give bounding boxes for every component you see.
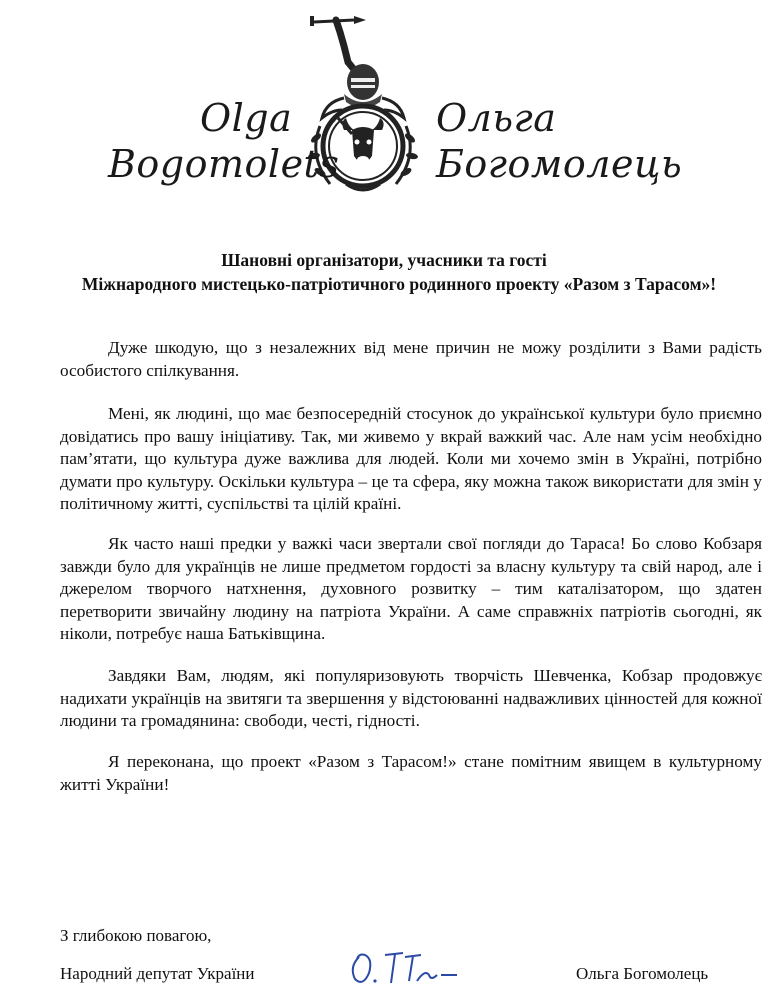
letterhead-last-name-latin: Bogomolets xyxy=(108,142,340,186)
signer-position: Народний депутат України xyxy=(60,964,255,983)
salutation-line-2: Міжнародного мистецько-патріотичного родинного проекту «Разом з Тарасом»! xyxy=(81,274,717,294)
letterhead-first-name-latin: Olga xyxy=(200,96,293,140)
paragraph: Мені, як людині, що має безпосередній стосунок до української культури було приємно довідатись про вашу ініціативу. Так, ми живемо у вкрай важкий час. Але нам усім необхідно пам’ятати, що культура дуже важлива для людей. Коли ми хочемо змін в Україні, потрібно думати про культуру. Оскільки культура – це та сфера, яку можна також використати для змін у політичному житті, суспільстві та цілій країні. xyxy=(60,404,762,514)
handwritten-signature-icon xyxy=(345,945,465,989)
closing-regards: З глибокою повагою, xyxy=(60,926,212,945)
letterhead-first-name-cyrillic: Ольга xyxy=(436,96,557,140)
paragraph: Я переконана, що проект «Разом з Тарасом!» стане помітним явищем в культурному житті України! xyxy=(60,752,762,794)
salutation-line-1: Шановні організатори, учасники та гості xyxy=(221,250,547,270)
paragraph: Завдяки Вам, людям, які популяризовують творчість Шевченка, Кобзар продовжує надихати українців на звитяги та звершення у відстоюванні надважливих цінностей для кожної людини та громадянина: свободи, честі, гідності. xyxy=(60,666,762,731)
signer-name: Ольга Богомолець xyxy=(576,964,709,983)
paragraph: Дуже шкодую, що з незалежних від мене причин не можу розділити з Вами радість особистого спілкування. xyxy=(60,338,762,380)
letterhead-last-name-cyrillic: Богомолець xyxy=(436,142,683,186)
paragraph: Як часто наші предки у важкі часи звертали свої погляди до Тараса! Бо слово Кобзаря завжди було для українців не лише предметом гордості за власну культуру та свій народ, але і джерелом творчого натхнення, духовного розвитку – тим каталізатором, що здатен перетворити звичайну людину на патріота України. А саме справжніх патріотів сьогодні, як ніколи, потребує наша Батьківщина. xyxy=(60,534,762,644)
